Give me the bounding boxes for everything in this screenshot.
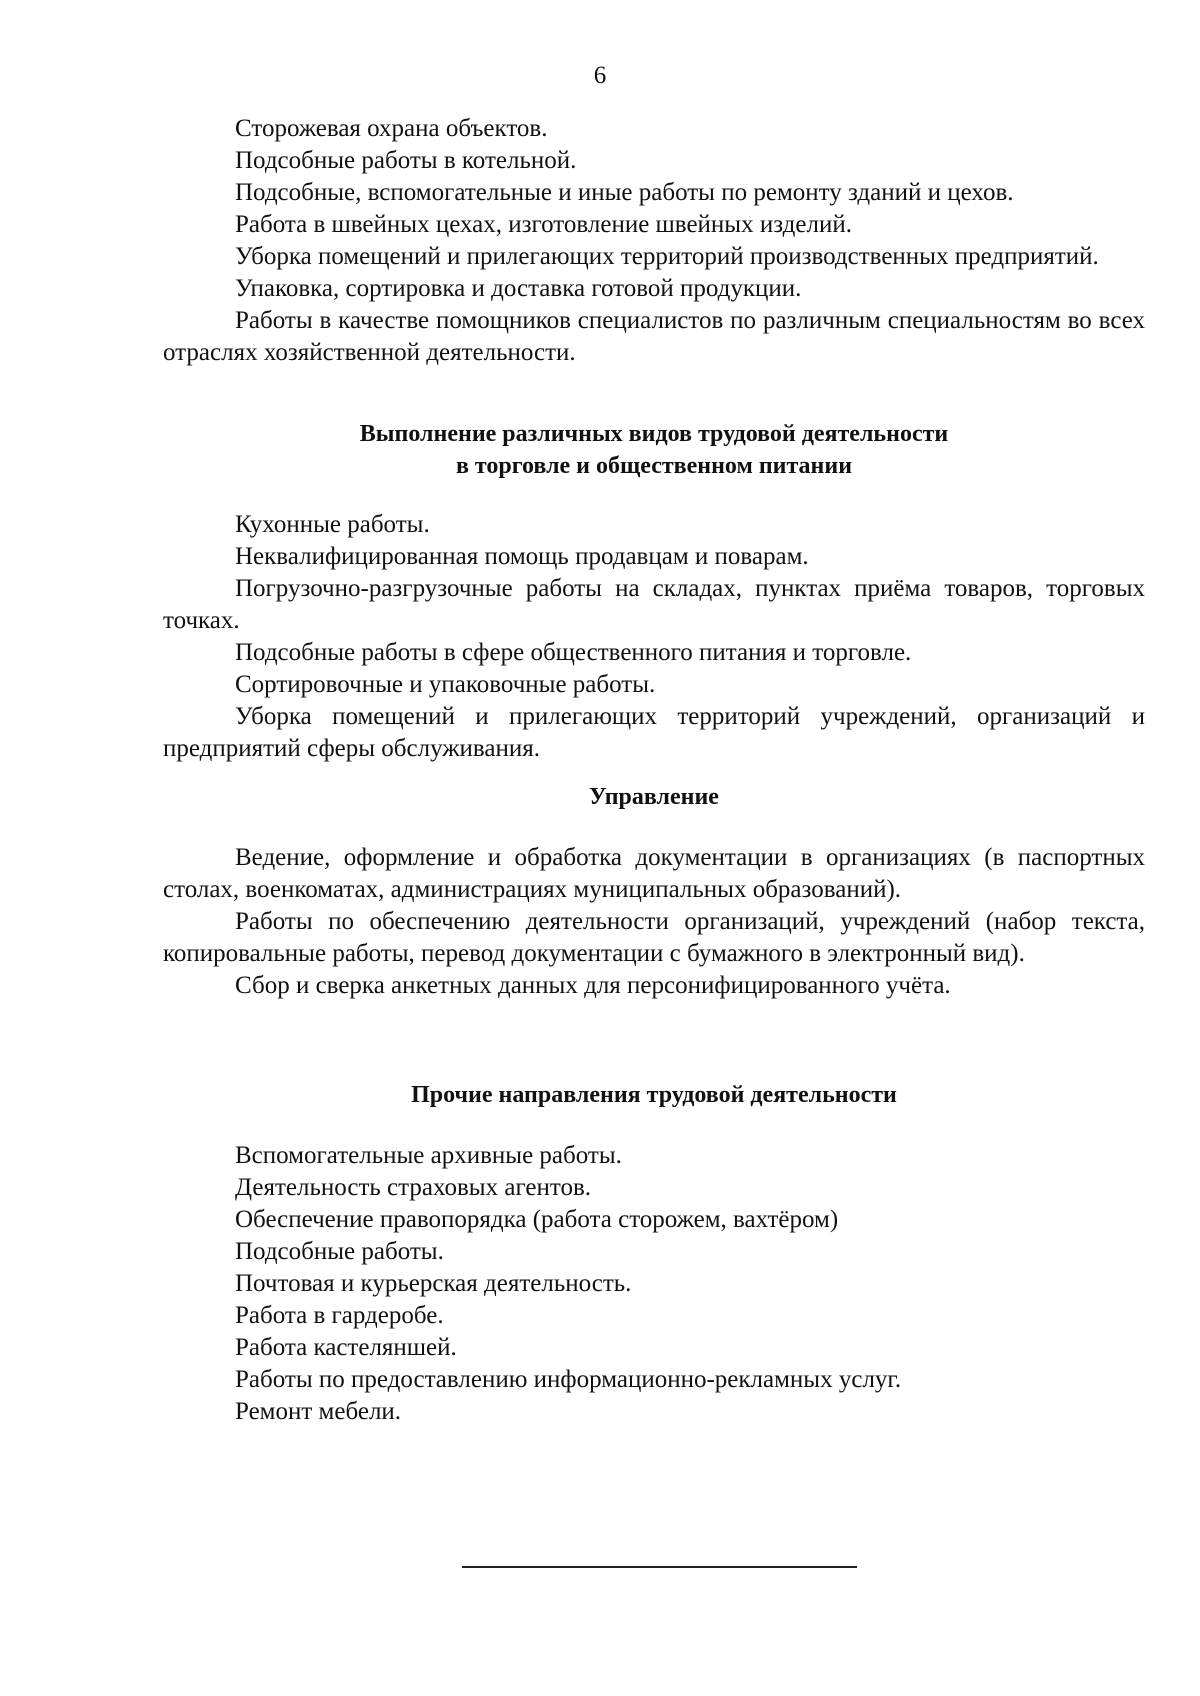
list-item: Уборка помещений и прилегающих территорий учреждений, организаций и предприятий сферы обслуживания. [163, 703, 1145, 762]
list-item: Работа в гардеробе. [235, 1302, 444, 1329]
intro-list [163, 113, 1145, 369]
list-item: Ведение, оформление и обработка документации в организациях (в паспортных столах, военкоматах, администрациях муниципальных образований). [163, 844, 1145, 903]
list-item: Подсобные работы. [235, 1238, 444, 1265]
list-item: Подсобные работы в котельной. [235, 147, 577, 174]
list-item: Подсобные, вспомогательные и иные работы по ремонту зданий и цехов. [235, 179, 1014, 206]
list-item: Вспомогательные архивные работы. [235, 1142, 622, 1169]
list-item: Сортировочные и упаковочные работы. [235, 671, 656, 698]
list-item: Кухонные работы. [235, 511, 430, 538]
list-item: Сбор и сверка анкетных данных для персонифицированного учёта. [235, 972, 951, 999]
footer-divider [462, 1566, 857, 1568]
list-item: Работы по предоставлению информационно-рекламных услуг. [235, 1366, 902, 1393]
heading-line: Выполнение различных видов трудовой деятельности [359, 421, 949, 447]
list-item: Погрузочно-разгрузочные работы на складах, пунктах приёма товаров, торговых точках. [163, 575, 1145, 634]
page-number: 6 [593, 62, 607, 89]
list-item: Работы по обеспечению деятельности организаций, учреждений (набор текста, копировальные работы, перевод документации с бумажного в электронный вид). [163, 908, 1145, 967]
section-heading-other [163, 1079, 1145, 1111]
list-item: Работы в качестве помощников специалистов по различным специальностям во всех отраслях хозяйственной деятельности. [163, 307, 1145, 366]
heading-line: Управление [589, 784, 719, 810]
management-list [163, 842, 1145, 1002]
list-item: Неквалифицированная помощь продавцам и поварам. [235, 543, 809, 570]
other-list [163, 1140, 1145, 1428]
section-heading-trade [163, 418, 1145, 482]
list-item: Работа кастеляншей. [235, 1334, 457, 1361]
list-item: Подсобные работы в сфере общественного питания и торговле. [235, 639, 912, 666]
list-item: Деятельность страховых агентов. [235, 1174, 591, 1201]
heading-line: Прочие направления трудовой деятельности [411, 1082, 897, 1108]
list-item: Сторожевая охрана объектов. [235, 115, 548, 142]
list-item: Ремонт мебели. [235, 1398, 402, 1425]
list-item: Упаковка, сортировка и доставка готовой продукции. [235, 275, 802, 302]
section-heading-management [163, 781, 1145, 813]
list-item: Уборка помещений и прилегающих территорий производственных предприятий. [235, 243, 1099, 270]
list-item: Обеспечение правопорядка (работа сторожем, вахтёром) [235, 1206, 839, 1233]
list-item: Работа в швейных цехах, изготовление швейных изделий. [235, 211, 852, 238]
heading-line: в торговле и общественном питании [455, 453, 853, 479]
list-item: Почтовая и курьерская деятельность. [235, 1270, 632, 1297]
trade-list [163, 509, 1145, 765]
